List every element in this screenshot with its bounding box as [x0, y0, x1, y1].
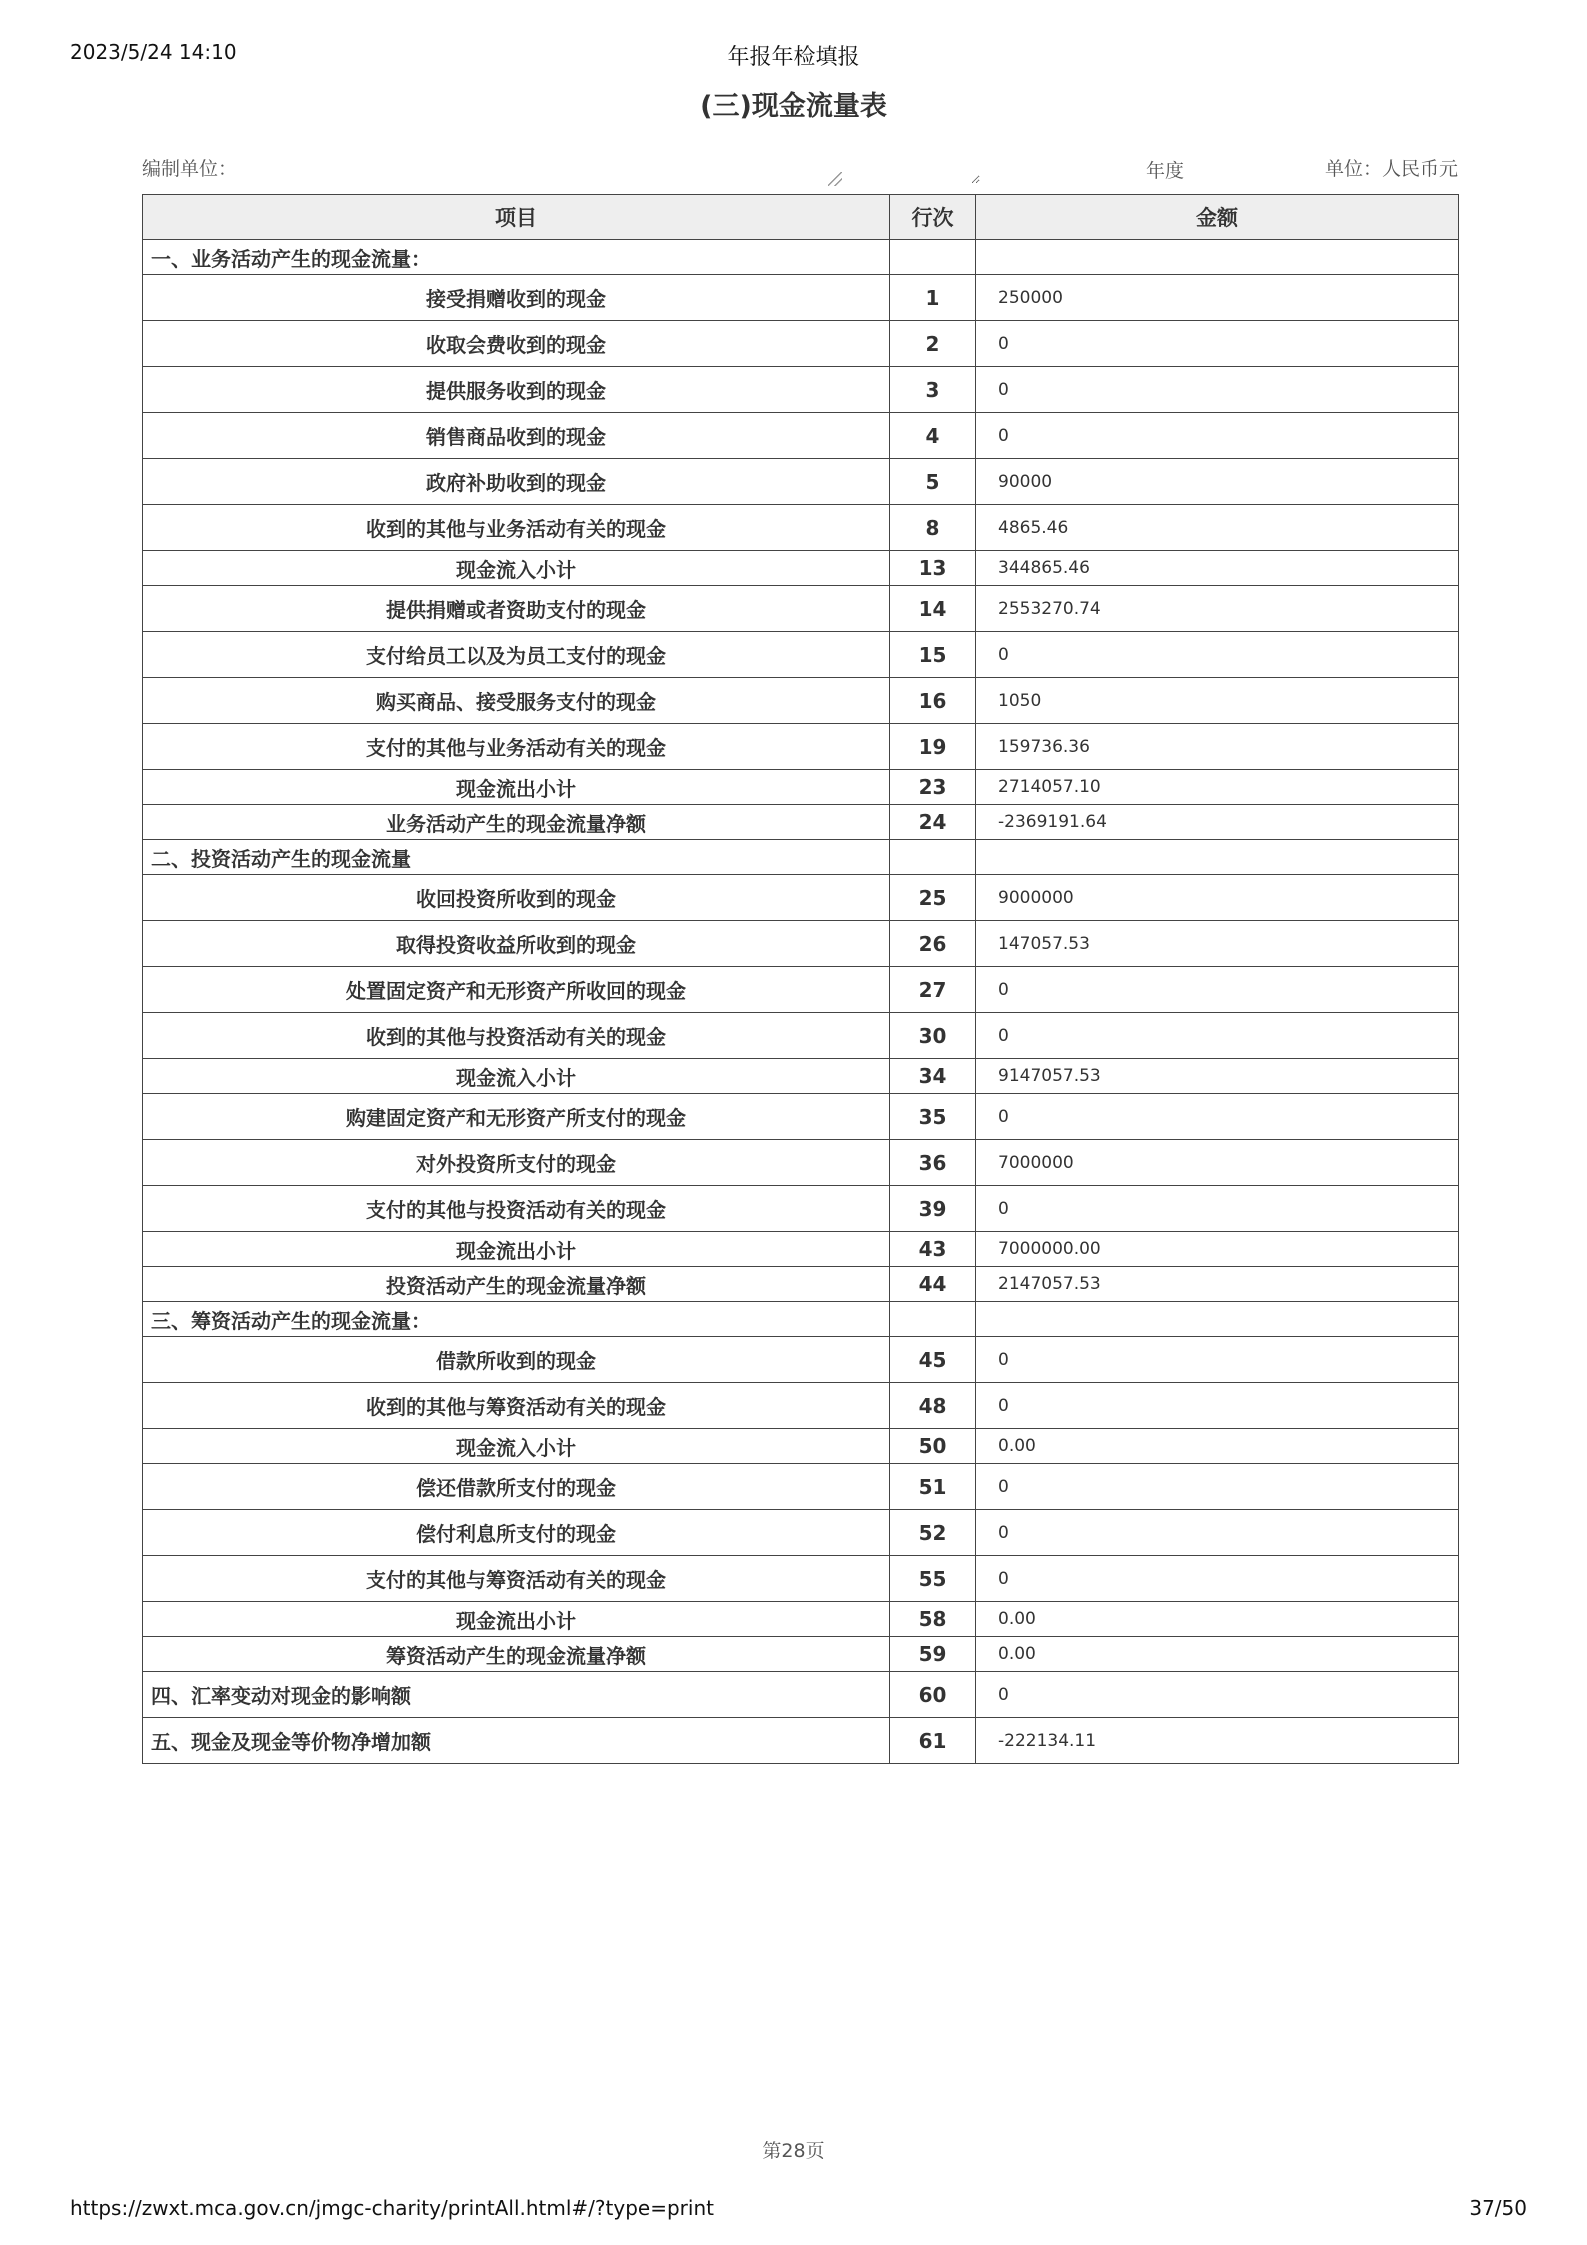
section-row [143, 840, 1459, 875]
row-item-cell: 五、现金及现金等价物净增加额 [143, 1718, 890, 1764]
table-row [143, 1556, 1459, 1602]
row-line-cell: 3 [890, 367, 976, 413]
table-row [143, 805, 1459, 840]
table-row [143, 1429, 1459, 1464]
row-item-cell: 支付给员工以及为员工支付的现金 [143, 632, 890, 678]
row-line-cell: 60 [890, 1672, 976, 1718]
row-amount-cell: 2714057.10 [976, 770, 1459, 805]
row-amount-cell: 250000 [976, 275, 1459, 321]
table-row [143, 1186, 1459, 1232]
table-row [143, 275, 1459, 321]
table-row [143, 1383, 1459, 1429]
row-amount-cell: 7000000.00 [976, 1232, 1459, 1267]
row-amount-cell: 2147057.53 [976, 1267, 1459, 1302]
row-line-cell: 48 [890, 1383, 976, 1429]
row-item-cell: 投资活动产生的现金流量净额 [143, 1267, 890, 1302]
row-line-cell: 61 [890, 1718, 976, 1764]
row-item-cell: 一、业务活动产生的现金流量： [143, 240, 890, 275]
column-header-line: 行次 [890, 195, 976, 240]
row-amount-cell: 0 [976, 967, 1459, 1013]
row-amount-cell: 0 [976, 321, 1459, 367]
row-amount-cell: 0 [976, 413, 1459, 459]
row-line-cell: 23 [890, 770, 976, 805]
row-line-cell: 13 [890, 551, 976, 586]
row-item-cell: 收到的其他与筹资活动有关的现金 [143, 1383, 890, 1429]
row-amount-cell: 147057.53 [976, 921, 1459, 967]
row-item-cell: 现金流入小计 [143, 1059, 890, 1094]
row-item-cell: 接受捐赠收到的现金 [143, 275, 890, 321]
row-item-cell: 购买商品、接受服务支付的现金 [143, 678, 890, 724]
row-line-cell [890, 240, 976, 275]
row-item-cell: 偿还借款所支付的现金 [143, 1464, 890, 1510]
row-line-cell: 2 [890, 321, 976, 367]
row-item-cell: 支付的其他与筹资活动有关的现金 [143, 1556, 890, 1602]
row-amount-cell: 90000 [976, 459, 1459, 505]
row-item-cell: 销售商品收到的现金 [143, 413, 890, 459]
row-amount-cell: 9000000 [976, 875, 1459, 921]
table-row [143, 1464, 1459, 1510]
row-line-cell: 51 [890, 1464, 976, 1510]
row-line-cell: 34 [890, 1059, 976, 1094]
row-item-cell: 收回投资所收到的现金 [143, 875, 890, 921]
preparing-unit-field[interactable] [228, 148, 980, 184]
row-item-cell: 取得投资收益所收到的现金 [143, 921, 890, 967]
row-amount-cell: 0 [976, 1337, 1459, 1383]
table-row [143, 505, 1459, 551]
table-row [143, 1013, 1459, 1059]
row-amount-cell: 0.00 [976, 1429, 1459, 1464]
table-row [143, 1510, 1459, 1556]
row-amount-cell: 0 [976, 367, 1459, 413]
row-amount-cell: 2553270.74 [976, 586, 1459, 632]
row-line-cell: 52 [890, 1510, 976, 1556]
table-row [143, 1637, 1459, 1672]
row-item-cell: 收取会费收到的现金 [143, 321, 890, 367]
row-line-cell: 24 [890, 805, 976, 840]
section-row [143, 1718, 1459, 1764]
row-amount-cell: 0 [976, 1672, 1459, 1718]
section-row [143, 240, 1459, 275]
table-row [143, 1140, 1459, 1186]
row-item-cell: 借款所收到的现金 [143, 1337, 890, 1383]
table-row [143, 632, 1459, 678]
table-row [143, 586, 1459, 632]
table-row [143, 321, 1459, 367]
row-line-cell: 44 [890, 1267, 976, 1302]
row-item-cell: 提供服务收到的现金 [143, 367, 890, 413]
row-item-cell: 三、筹资活动产生的现金流量： [143, 1302, 890, 1337]
row-line-cell: 1 [890, 275, 976, 321]
resize-handle-icon[interactable] [828, 172, 842, 186]
row-item-cell: 二、投资活动产生的现金流量 [143, 840, 890, 875]
row-amount-cell: 0 [976, 1013, 1459, 1059]
row-line-cell: 35 [890, 1094, 976, 1140]
print-page-title: 年报年检填报 [727, 45, 860, 70]
table-row [143, 770, 1459, 805]
row-line-cell: 58 [890, 1602, 976, 1637]
table-row [143, 1094, 1459, 1140]
row-item-cell: 偿付利息所支付的现金 [143, 1510, 890, 1556]
row-line-cell: 50 [890, 1429, 976, 1464]
row-amount-cell: 0 [976, 1094, 1459, 1140]
row-amount-cell: 0 [976, 1383, 1459, 1429]
row-amount-cell: 0.00 [976, 1602, 1459, 1637]
cash-flow-table-body [143, 240, 1459, 1764]
row-item-cell: 现金流入小计 [143, 1429, 890, 1464]
table-row [143, 459, 1459, 505]
row-amount-cell: 9147057.53 [976, 1059, 1459, 1094]
row-line-cell: 16 [890, 678, 976, 724]
preparing-unit-label: 编制单位： [142, 158, 238, 180]
table-row [143, 1267, 1459, 1302]
row-item-cell: 收到的其他与业务活动有关的现金 [143, 505, 890, 551]
page-number: 第28页 [762, 2140, 825, 2162]
section-row [143, 1302, 1459, 1337]
table-row [143, 1602, 1459, 1637]
row-line-cell: 26 [890, 921, 976, 967]
row-line-cell: 25 [890, 875, 976, 921]
table-row [143, 1337, 1459, 1383]
column-header-item: 项目 [143, 195, 890, 240]
table-row [143, 967, 1459, 1013]
row-line-cell: 27 [890, 967, 976, 1013]
row-item-cell: 四、汇率变动对现金的影响额 [143, 1672, 890, 1718]
table-row [143, 921, 1459, 967]
row-line-cell: 8 [890, 505, 976, 551]
row-line-cell [890, 840, 976, 875]
table-row [143, 1232, 1459, 1267]
table-row [143, 367, 1459, 413]
row-amount-cell [976, 840, 1459, 875]
table-row [143, 678, 1459, 724]
row-amount-cell: 0 [976, 1556, 1459, 1602]
row-line-cell: 55 [890, 1556, 976, 1602]
row-amount-cell [976, 1302, 1459, 1337]
row-line-cell: 5 [890, 459, 976, 505]
row-amount-cell: -222134.11 [976, 1718, 1459, 1764]
section-row [143, 1672, 1459, 1718]
row-item-cell: 业务活动产生的现金流量净额 [143, 805, 890, 840]
print-page-count: 37/50 [1469, 2196, 1527, 2220]
print-url: https://zwxt.mca.gov.cn/jmgc-charity/printAll.html#/?type=print [70, 2196, 714, 2220]
table-row [143, 724, 1459, 770]
row-item-cell: 现金流入小计 [143, 551, 890, 586]
table-row [143, 551, 1459, 586]
row-line-cell [890, 1302, 976, 1337]
row-item-cell: 现金流出小计 [143, 1232, 890, 1267]
row-line-cell: 4 [890, 413, 976, 459]
row-line-cell: 30 [890, 1013, 976, 1059]
print-datetime: 2023/5/24 14:10 [70, 40, 237, 64]
row-item-cell: 对外投资所支付的现金 [143, 1140, 890, 1186]
table-row [143, 413, 1459, 459]
table-header-row [143, 195, 1459, 240]
table-row [143, 1059, 1459, 1094]
report-title: (三)现金流量表 [700, 91, 887, 122]
row-amount-cell: 159736.36 [976, 724, 1459, 770]
row-line-cell: 36 [890, 1140, 976, 1186]
row-amount-cell: 344865.46 [976, 551, 1459, 586]
row-amount-cell: 1050 [976, 678, 1459, 724]
cash-flow-table [142, 194, 1459, 1764]
row-line-cell: 43 [890, 1232, 976, 1267]
table-row [143, 875, 1459, 921]
row-item-cell: 处置固定资产和无形资产所收回的现金 [143, 967, 890, 1013]
row-amount-cell: 7000000 [976, 1140, 1459, 1186]
row-amount-cell: 0 [976, 1186, 1459, 1232]
report-meta-row [142, 148, 1458, 188]
row-amount-cell: -2369191.64 [976, 805, 1459, 840]
row-line-cell: 45 [890, 1337, 976, 1383]
year-label: 年度 [1146, 160, 1185, 182]
row-item-cell: 政府补助收到的现金 [143, 459, 890, 505]
row-item-cell: 现金流出小计 [143, 770, 890, 805]
row-line-cell: 59 [890, 1637, 976, 1672]
row-item-cell: 筹资活动产生的现金流量净额 [143, 1637, 890, 1672]
row-item-cell: 提供捐赠或者资助支付的现金 [143, 586, 890, 632]
row-line-cell: 39 [890, 1186, 976, 1232]
row-item-cell: 购建固定资产和无形资产所支付的现金 [143, 1094, 890, 1140]
row-item-cell: 收到的其他与投资活动有关的现金 [143, 1013, 890, 1059]
row-amount-cell: 0 [976, 632, 1459, 678]
row-amount-cell: 0.00 [976, 1637, 1459, 1672]
row-amount-cell [976, 240, 1459, 275]
row-line-cell: 14 [890, 586, 976, 632]
row-item-cell: 支付的其他与业务活动有关的现金 [143, 724, 890, 770]
row-amount-cell: 0 [976, 1464, 1459, 1510]
row-amount-cell: 4865.46 [976, 505, 1459, 551]
row-line-cell: 19 [890, 724, 976, 770]
row-item-cell: 支付的其他与投资活动有关的现金 [143, 1186, 890, 1232]
column-header-amount: 金额 [976, 195, 1459, 240]
currency-unit-label: 单位：人民币元 [1324, 158, 1458, 180]
row-amount-cell: 0 [976, 1510, 1459, 1556]
row-line-cell: 15 [890, 632, 976, 678]
row-item-cell: 现金流出小计 [143, 1602, 890, 1637]
